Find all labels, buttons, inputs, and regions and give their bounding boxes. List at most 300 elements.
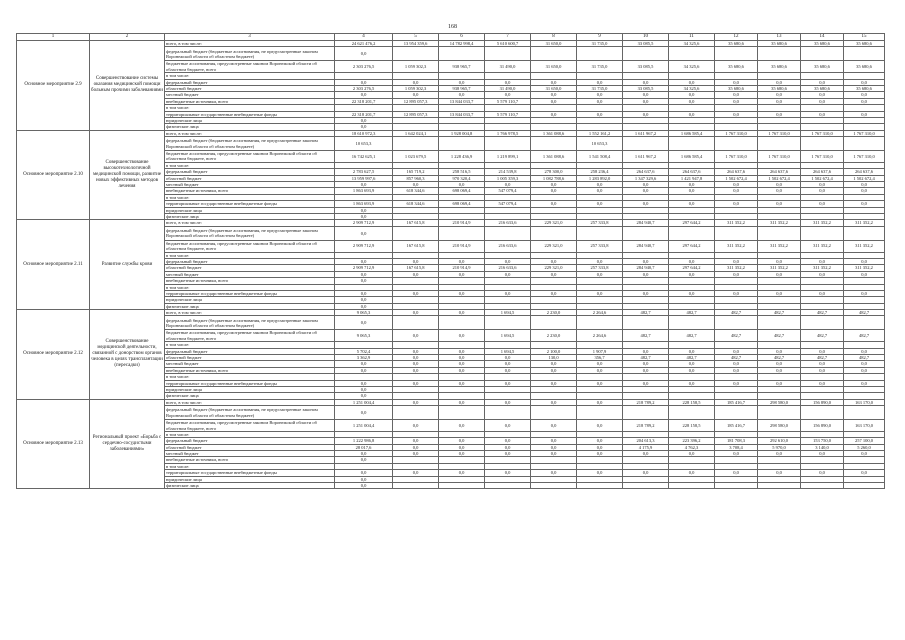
value-cell: 0,0 bbox=[485, 355, 531, 361]
value-cell: 938 965,7 bbox=[439, 85, 485, 91]
value-cell: 482,7 bbox=[844, 355, 885, 361]
value-cell: 31 735,0 bbox=[577, 61, 623, 73]
value-cell: 0,0 bbox=[393, 355, 439, 361]
value-cell: 228 158,5 bbox=[669, 420, 715, 432]
value-cell: 1 611 967,2 bbox=[623, 130, 669, 136]
value-cell: 181 708,3 bbox=[715, 438, 758, 444]
value-cell: 0,0 bbox=[844, 201, 885, 207]
value-cell: 0,0 bbox=[801, 361, 844, 367]
value-cell bbox=[393, 406, 439, 420]
value-cell: 482,7 bbox=[669, 330, 715, 342]
value-cell: 0,0 bbox=[844, 182, 885, 188]
value-cell: 0,0 bbox=[577, 451, 623, 457]
value-cell bbox=[393, 483, 439, 489]
value-cell: 0,0 bbox=[844, 380, 885, 386]
value-cell: 0,0 bbox=[623, 188, 669, 194]
value-cell: 1 611 967,2 bbox=[623, 151, 669, 163]
value-cell: 1 228 436,9 bbox=[439, 151, 485, 163]
value-cell: 0,0 bbox=[439, 420, 485, 432]
header-row bbox=[17, 34, 885, 41]
value-cell: 210 914,9 bbox=[439, 240, 485, 252]
value-cell: 618 344,6 bbox=[393, 201, 439, 207]
value-cell: 311 352,2 bbox=[758, 220, 801, 226]
value-cell: 0,0 bbox=[577, 188, 623, 194]
value-cell: 0,0 bbox=[715, 79, 758, 85]
value-cell: 5 579 110,7 bbox=[485, 98, 531, 104]
value-cell: 0,0 bbox=[715, 92, 758, 98]
value-cell bbox=[623, 316, 669, 330]
funding-source: всего, в том числе: bbox=[165, 220, 335, 226]
value-cell bbox=[531, 316, 577, 330]
value-cell: 0,0 bbox=[335, 297, 393, 303]
value-cell bbox=[393, 137, 439, 151]
value-cell: 0,0 bbox=[531, 98, 577, 104]
funding-source: физические лица bbox=[165, 483, 335, 489]
value-cell: 482,7 bbox=[801, 330, 844, 342]
value-cell: 0,0 bbox=[393, 79, 439, 85]
value-cell: 9 065,3 bbox=[335, 310, 393, 316]
value-cell: 0,0 bbox=[715, 451, 758, 457]
funding-source: внебюджетные источники, всего bbox=[165, 98, 335, 104]
funding-source: бюджетные ассигнования, предусмотренные законом Воронежской области об областном бюджете, всего bbox=[165, 330, 335, 342]
value-cell: 12 895 057,3 bbox=[393, 98, 439, 104]
funding-source: в том числе: bbox=[165, 284, 335, 290]
value-cell: 0,0 bbox=[335, 470, 393, 476]
funding-source: федеральный бюджет (бюджетные ассигнования, не предусмотренные законом Воронежской области об областном бюджете) bbox=[165, 316, 335, 330]
value-cell: 257 333,8 bbox=[577, 220, 623, 226]
funding-source: федеральный бюджет bbox=[165, 348, 335, 354]
value-cell: 0,0 bbox=[439, 399, 485, 405]
value-cell: 0,0 bbox=[801, 470, 844, 476]
value-cell: 0,0 bbox=[439, 330, 485, 342]
value-cell: 0,0 bbox=[758, 367, 801, 373]
header-cell: 3 bbox=[165, 34, 335, 41]
value-cell bbox=[801, 316, 844, 330]
value-cell: 264 637,6 bbox=[801, 169, 844, 175]
value-cell: 1 502 672,4 bbox=[801, 175, 844, 181]
funding-source: федеральный бюджет bbox=[165, 438, 335, 444]
funding-source: бюджетные ассигнования, предусмотренные законом Воронежской области об областном бюджете, всего bbox=[165, 61, 335, 73]
value-cell: 0,0 bbox=[623, 98, 669, 104]
value-cell: 618 344,6 bbox=[393, 188, 439, 194]
value-cell: 0,0 bbox=[335, 226, 393, 240]
value-cell: 1 767 310,0 bbox=[715, 151, 758, 163]
value-cell: 1 251 004,4 bbox=[335, 420, 393, 432]
value-cell: 284 940,7 bbox=[623, 265, 669, 271]
value-cell: 0,0 bbox=[439, 182, 485, 188]
value-cell: 1 502 672,4 bbox=[758, 175, 801, 181]
value-cell: 482,7 bbox=[758, 310, 801, 316]
value-cell: 0,0 bbox=[758, 98, 801, 104]
value-cell: 9 065,3 bbox=[335, 330, 393, 342]
value-cell: 13 844 033,7 bbox=[439, 111, 485, 117]
value-cell: 0,0 bbox=[531, 258, 577, 264]
value-cell: 0,0 bbox=[485, 367, 531, 373]
value-cell: 31 735,0 bbox=[577, 41, 623, 47]
value-cell: 292 610,0 bbox=[758, 438, 801, 444]
value-cell: 0,0 bbox=[577, 361, 623, 367]
value-cell: 2 909 712,9 bbox=[335, 220, 393, 226]
value-cell: 0,0 bbox=[715, 380, 758, 386]
value-cell bbox=[531, 226, 577, 240]
value-cell: 311 352,2 bbox=[801, 240, 844, 252]
header-cell: 7 bbox=[485, 34, 531, 41]
value-cell: 2 264,6 bbox=[577, 310, 623, 316]
value-cell: 0,0 bbox=[623, 271, 669, 277]
value-cell: 0,0 bbox=[669, 367, 715, 373]
value-cell: 0,0 bbox=[669, 201, 715, 207]
value-cell: 3 362,9 bbox=[335, 355, 393, 361]
funding-source: в том числе: bbox=[165, 194, 335, 200]
value-cell: 0,0 bbox=[669, 188, 715, 194]
value-cell: 1 766 978,5 bbox=[485, 130, 531, 136]
value-cell: 35 680,6 bbox=[758, 85, 801, 91]
header-cell: 5 bbox=[393, 34, 439, 41]
value-cell: 0,0 bbox=[439, 79, 485, 85]
value-cell: 210 914,9 bbox=[439, 220, 485, 226]
funding-source: федеральный бюджет (бюджетные ассигнования, не предусмотренные законом Воронежской области об областном бюджете) bbox=[165, 47, 335, 61]
value-cell: 130,0 bbox=[531, 355, 577, 361]
value-cell: 229 321,0 bbox=[531, 240, 577, 252]
value-cell: 1 059 302,3 bbox=[393, 85, 439, 91]
table-body bbox=[17, 34, 885, 489]
value-cell: 0,0 bbox=[439, 310, 485, 316]
value-cell: 34 325,6 bbox=[669, 85, 715, 91]
funding-source: областной бюджет bbox=[165, 175, 335, 181]
funding-source: областной бюджет bbox=[165, 444, 335, 450]
value-cell: 0,0 bbox=[715, 348, 758, 354]
value-cell: 0,0 bbox=[844, 290, 885, 296]
value-cell: 0,0 bbox=[485, 444, 531, 450]
value-cell: 0,0 bbox=[335, 79, 393, 85]
value-cell: 165 719,2 bbox=[393, 169, 439, 175]
value-cell: 0,0 bbox=[393, 271, 439, 277]
funding-source: юридические лица bbox=[165, 386, 335, 392]
value-cell: 5 579 110,7 bbox=[485, 111, 531, 117]
value-cell: 0,0 bbox=[577, 258, 623, 264]
value-cell: 22 318 201,7 bbox=[335, 111, 393, 117]
value-cell: 0,0 bbox=[758, 182, 801, 188]
value-cell: 0,0 bbox=[577, 438, 623, 444]
value-cell: 0,0 bbox=[335, 361, 393, 367]
value-cell: 0,0 bbox=[669, 79, 715, 85]
value-cell: 5 970,0 bbox=[758, 444, 801, 450]
value-cell: 0,0 bbox=[577, 290, 623, 296]
funding-source: физические лица bbox=[165, 393, 335, 399]
value-cell: 0,0 bbox=[531, 92, 577, 98]
funding-source: местный бюджет bbox=[165, 271, 335, 277]
value-cell bbox=[531, 483, 577, 489]
value-cell: 0,0 bbox=[715, 271, 758, 277]
funding-source: местный бюджет bbox=[165, 451, 335, 457]
value-cell bbox=[669, 226, 715, 240]
value-cell: 0,0 bbox=[758, 258, 801, 264]
value-cell: 0,0 bbox=[669, 380, 715, 386]
value-cell: 167 615,8 bbox=[393, 265, 439, 271]
funding-source: в том числе: bbox=[165, 342, 335, 348]
value-cell: 0,0 bbox=[335, 393, 393, 399]
value-cell bbox=[758, 47, 801, 61]
value-cell bbox=[669, 483, 715, 489]
value-cell: 31 490,0 bbox=[485, 61, 531, 73]
value-cell bbox=[758, 137, 801, 151]
value-cell: 0,0 bbox=[623, 92, 669, 98]
funding-source: областной бюджет bbox=[165, 265, 335, 271]
value-cell: 1 222 986,8 bbox=[335, 438, 393, 444]
value-cell: 0,0 bbox=[577, 470, 623, 476]
value-cell: 31 650,0 bbox=[531, 41, 577, 47]
value-cell: 0,0 bbox=[577, 420, 623, 432]
value-cell bbox=[485, 137, 531, 151]
value-cell: 0,0 bbox=[335, 476, 393, 482]
value-cell: 0,0 bbox=[623, 258, 669, 264]
value-cell: 0,0 bbox=[531, 188, 577, 194]
funding-source: всего, в том числе: bbox=[165, 310, 335, 316]
value-cell: 1 863 693,9 bbox=[335, 188, 393, 194]
measure-name: Совершенствование высокотехнологичной медицинской помощи, развитие новых эффективных методов лечения bbox=[90, 130, 165, 220]
funding-source: местный бюджет bbox=[165, 182, 335, 188]
value-cell bbox=[758, 316, 801, 330]
value-cell bbox=[485, 483, 531, 489]
value-cell bbox=[715, 226, 758, 240]
funding-source: в том числе: bbox=[165, 431, 335, 437]
value-cell: 482,7 bbox=[758, 355, 801, 361]
value-cell bbox=[439, 47, 485, 61]
value-cell: 482,7 bbox=[801, 310, 844, 316]
value-cell bbox=[623, 47, 669, 61]
value-cell: 356,7 bbox=[577, 355, 623, 361]
funding-source: в том числе: bbox=[165, 463, 335, 469]
value-cell: 0,0 bbox=[393, 330, 439, 342]
value-cell: 0,0 bbox=[485, 380, 531, 386]
value-cell: 0,0 bbox=[335, 451, 393, 457]
value-cell: 0,0 bbox=[623, 361, 669, 367]
value-cell: 0,0 bbox=[531, 201, 577, 207]
value-cell: 311 352,2 bbox=[801, 265, 844, 271]
value-cell: 4 762,3 bbox=[669, 444, 715, 450]
header-cell: 8 bbox=[531, 34, 577, 41]
value-cell: 0,0 bbox=[844, 258, 885, 264]
value-cell: 0,0 bbox=[439, 470, 485, 476]
value-cell: 0,0 bbox=[715, 367, 758, 373]
funding-source: в том числе: bbox=[165, 374, 335, 380]
value-cell: 1 767 310,0 bbox=[844, 151, 885, 163]
value-cell: 35 680,6 bbox=[801, 61, 844, 73]
value-cell: 167 615,8 bbox=[393, 220, 439, 226]
value-cell: 0,0 bbox=[335, 182, 393, 188]
value-cell: 12 895 057,3 bbox=[393, 111, 439, 117]
value-cell: 16 742 625,1 bbox=[335, 151, 393, 163]
value-cell: 0,0 bbox=[531, 444, 577, 450]
value-cell: 0,0 bbox=[531, 182, 577, 188]
value-cell: 0,0 bbox=[844, 361, 885, 367]
value-cell: 34 325,6 bbox=[669, 41, 715, 47]
value-cell bbox=[577, 406, 623, 420]
value-cell: 1 023 679,5 bbox=[393, 151, 439, 163]
value-cell: 698 069,4 bbox=[439, 201, 485, 207]
value-cell: 0,0 bbox=[485, 399, 531, 405]
value-cell: 0,0 bbox=[801, 111, 844, 117]
value-cell: 0,0 bbox=[393, 310, 439, 316]
value-cell: 482,7 bbox=[844, 330, 885, 342]
value-cell: 1 767 310,0 bbox=[758, 151, 801, 163]
value-cell: 0,0 bbox=[715, 258, 758, 264]
value-cell: 311 352,2 bbox=[758, 240, 801, 252]
measure-name: Совершенствование медицинской деятельности, связанной с донорством органов человека в целях трансплантации (пересадки) bbox=[90, 310, 165, 400]
value-cell: 0,0 bbox=[715, 361, 758, 367]
value-cell: 0,0 bbox=[485, 438, 531, 444]
value-cell: 34 325,6 bbox=[669, 61, 715, 73]
value-cell: 0,0 bbox=[531, 438, 577, 444]
value-cell: 1 082 788,6 bbox=[531, 175, 577, 181]
funding-source: бюджетные ассигнования, предусмотренные законом Воронежской области об областном бюджете, всего bbox=[165, 151, 335, 163]
value-cell: 0,0 bbox=[758, 348, 801, 354]
value-cell: 218 789,2 bbox=[623, 399, 669, 405]
value-cell bbox=[577, 483, 623, 489]
value-cell: 0,0 bbox=[335, 380, 393, 386]
value-cell: 257 100,0 bbox=[844, 438, 885, 444]
funding-source: внебюджетные источники, всего bbox=[165, 367, 335, 373]
value-cell: 284 940,7 bbox=[623, 220, 669, 226]
value-cell: 2 909 712,9 bbox=[335, 265, 393, 271]
funding-source: территориальные государственные внебюджетные фонды bbox=[165, 380, 335, 386]
value-cell: 0,0 bbox=[439, 438, 485, 444]
value-cell: 10 653,3 bbox=[577, 137, 623, 151]
funding-source: местный бюджет bbox=[165, 361, 335, 367]
funding-source: в том числе: bbox=[165, 162, 335, 168]
value-cell: 0,0 bbox=[531, 271, 577, 277]
value-cell: 0,0 bbox=[715, 98, 758, 104]
value-cell: 0,0 bbox=[669, 348, 715, 354]
value-cell: 311 352,2 bbox=[758, 265, 801, 271]
header-cell: 11 bbox=[669, 34, 715, 41]
value-cell: 0,0 bbox=[335, 303, 393, 309]
value-cell bbox=[844, 406, 885, 420]
header-cell: 15 bbox=[844, 34, 885, 41]
value-cell bbox=[439, 137, 485, 151]
funding-source: территориальные государственные внебюджетные фонды bbox=[165, 201, 335, 207]
value-cell: 185 416,7 bbox=[715, 399, 758, 405]
value-cell bbox=[715, 406, 758, 420]
value-cell: 0,0 bbox=[801, 367, 844, 373]
value-cell: 1 005 359,3 bbox=[485, 175, 531, 181]
funding-source: физические лица bbox=[165, 213, 335, 219]
value-cell: 4 175,9 bbox=[623, 444, 669, 450]
value-cell: 482,7 bbox=[623, 310, 669, 316]
value-cell bbox=[801, 483, 844, 489]
value-cell bbox=[844, 226, 885, 240]
value-cell: 0,0 bbox=[623, 182, 669, 188]
value-cell bbox=[715, 137, 758, 151]
value-cell: 0,0 bbox=[531, 420, 577, 432]
value-cell bbox=[715, 483, 758, 489]
value-cell: 223 396,2 bbox=[669, 438, 715, 444]
value-cell: 0,0 bbox=[801, 290, 844, 296]
value-cell: 0,0 bbox=[393, 182, 439, 188]
value-cell: 28 017,6 bbox=[335, 444, 393, 450]
value-cell: 0,0 bbox=[393, 380, 439, 386]
value-cell: 264 637,6 bbox=[758, 169, 801, 175]
value-cell: 698 069,4 bbox=[439, 188, 485, 194]
value-cell: 0,0 bbox=[844, 367, 885, 373]
value-cell: 0,0 bbox=[844, 92, 885, 98]
value-cell: 0,0 bbox=[393, 438, 439, 444]
value-cell: 0,0 bbox=[801, 201, 844, 207]
value-cell: 0,0 bbox=[715, 201, 758, 207]
value-cell: 0,0 bbox=[623, 201, 669, 207]
value-cell: 278 300,0 bbox=[531, 169, 577, 175]
value-cell: 210 914,9 bbox=[439, 265, 485, 271]
funding-source: областной бюджет bbox=[165, 85, 335, 91]
value-cell: 857 960,3 bbox=[393, 175, 439, 181]
value-cell: 0,0 bbox=[715, 470, 758, 476]
measure-code: Основное мероприятие 2.9 bbox=[17, 41, 90, 131]
value-cell: 0,0 bbox=[801, 79, 844, 85]
funding-source: юридические лица bbox=[165, 476, 335, 482]
value-cell: 1 421 947,8 bbox=[669, 175, 715, 181]
value-cell: 228 158,5 bbox=[669, 399, 715, 405]
value-cell: 0,0 bbox=[758, 380, 801, 386]
value-cell: 297 644,2 bbox=[669, 240, 715, 252]
value-cell: 1 642 024,1 bbox=[393, 130, 439, 136]
value-cell bbox=[801, 47, 844, 61]
funding-source: областной бюджет bbox=[165, 355, 335, 361]
value-cell: 229 321,0 bbox=[531, 220, 577, 226]
value-cell: 0,0 bbox=[335, 207, 393, 213]
value-cell: 0,0 bbox=[335, 367, 393, 373]
value-cell bbox=[485, 406, 531, 420]
funding-source: бюджетные ассигнования, предусмотренные законом Воронежской области об областном бюджете, всего bbox=[165, 240, 335, 252]
value-cell: 0,0 bbox=[801, 188, 844, 194]
value-cell: 0,0 bbox=[335, 117, 393, 123]
funding-source: бюджетные ассигнования, предусмотренные законом Воронежской области об областном бюджете, всего bbox=[165, 420, 335, 432]
value-cell bbox=[844, 47, 885, 61]
funding-source: физические лица bbox=[165, 303, 335, 309]
value-cell: 0,0 bbox=[577, 92, 623, 98]
value-cell: 214 539,8 bbox=[485, 169, 531, 175]
funding-source: всего, в том числе: bbox=[165, 41, 335, 47]
value-cell bbox=[485, 47, 531, 61]
value-cell: 257 333,8 bbox=[577, 240, 623, 252]
page-number: 168 bbox=[448, 24, 457, 30]
value-cell: 0,0 bbox=[335, 457, 393, 463]
value-cell bbox=[623, 137, 669, 151]
value-cell: 10 653,3 bbox=[335, 137, 393, 151]
value-cell: 311 352,2 bbox=[844, 265, 885, 271]
value-cell: 35 680,6 bbox=[715, 61, 758, 73]
value-cell bbox=[393, 316, 439, 330]
value-cell bbox=[623, 483, 669, 489]
value-cell: 1 767 310,0 bbox=[715, 130, 758, 136]
value-cell: 14 782 998,4 bbox=[439, 41, 485, 47]
value-cell: 0,0 bbox=[577, 182, 623, 188]
value-cell: 264 637,6 bbox=[623, 169, 669, 175]
value-cell: 2 230,0 bbox=[531, 330, 577, 342]
value-cell: 31 490,0 bbox=[485, 85, 531, 91]
value-cell: 5 702,4 bbox=[335, 348, 393, 354]
value-cell: 1 928 004,8 bbox=[439, 130, 485, 136]
value-cell bbox=[844, 137, 885, 151]
value-cell: 0,0 bbox=[335, 406, 393, 420]
value-cell: 0,0 bbox=[801, 451, 844, 457]
value-cell: 0,0 bbox=[393, 444, 439, 450]
value-cell: 0,0 bbox=[669, 258, 715, 264]
value-cell: 0,0 bbox=[439, 290, 485, 296]
value-cell: 482,7 bbox=[715, 330, 758, 342]
funding-source: внебюджетные источники, всего bbox=[165, 278, 335, 284]
value-cell: 0,0 bbox=[758, 188, 801, 194]
value-cell: 2 303 276,5 bbox=[335, 61, 393, 73]
